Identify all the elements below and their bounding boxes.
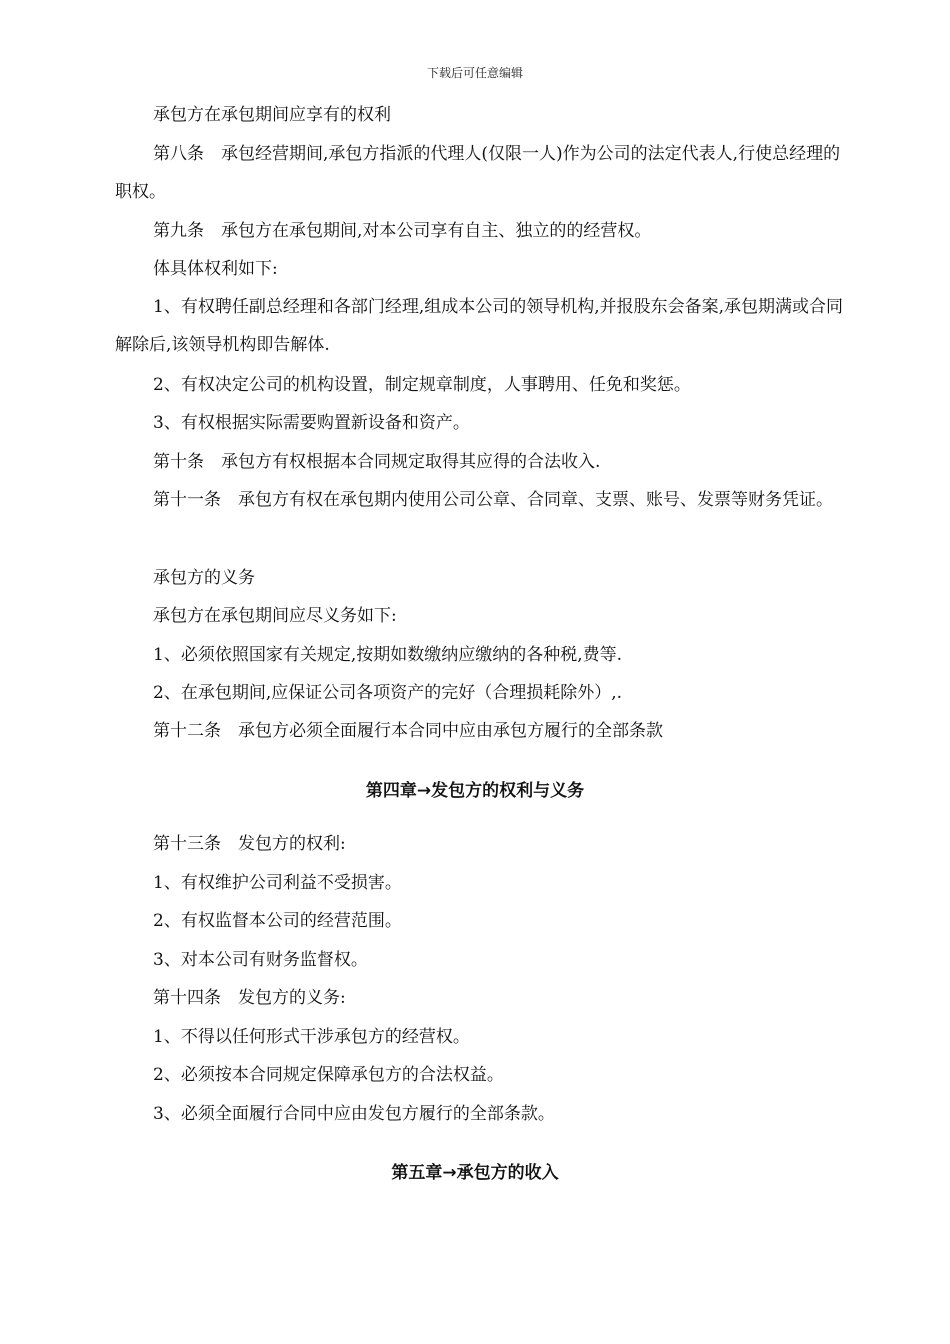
article-8: 第八条 承包经营期间,承包方指派的代理人(仅限一人)作为公司的法定代表人,行使总经理的职权。 bbox=[115, 144, 841, 202]
article-13: 第十三条 发包方的权利: bbox=[153, 834, 346, 854]
list-item: 3、有权根据实际需要购置新设备和资产。 bbox=[153, 413, 470, 433]
article-9: 第九条 承包方在承包期间,对本公司享有自主、独立的的经营权。 bbox=[153, 221, 652, 241]
list-item: 3、对本公司有财务监督权。 bbox=[153, 950, 368, 970]
list-item: 1、有权聘任副总经理和各部门经理,组成本公司的领导机构,并报股东会备案,承包期满或合同解除后,该领导机构即告解体. bbox=[115, 297, 844, 355]
list-item: 2、在承包期间,应保证公司各项资产的完好（合理损耗除外）,. bbox=[153, 683, 623, 703]
paragraph: 体具体权利如下: bbox=[153, 259, 278, 279]
list-item: 3、必须全面履行合同中应由发包方履行的全部条款。 bbox=[153, 1104, 555, 1124]
list-item: 1、必须依照国家有关规定,按期如数缴纳应缴纳的各种税,费等. bbox=[153, 645, 623, 665]
list-item: 2、必须按本合同规定保障承包方的合法权益。 bbox=[153, 1065, 504, 1085]
article-10: 第十条 承包方有权根据本合同规定取得其应得的合法收入. bbox=[153, 452, 601, 472]
chapter-5-heading: 第五章→承包方的收入 bbox=[391, 1163, 559, 1183]
header-note: 下载后可任意编辑 bbox=[426, 66, 523, 80]
paragraph: 承包方的义务 bbox=[153, 568, 255, 588]
article-11: 第十一条 承包方有权在承包期内使用公司公章、合同章、支票、账号、发票等财务凭证。 bbox=[153, 490, 833, 510]
list-item: 2、有权决定公司的机构设置，制定规章制度，人事聘用、任免和奖惩。 bbox=[153, 375, 691, 395]
paragraph: 承包方在承包期间应享有的权利 bbox=[153, 105, 391, 125]
chapter-4-heading: 第四章→发包方的权利与义务 bbox=[365, 781, 585, 801]
paragraph: 承包方在承包期间应尽义务如下: bbox=[153, 606, 397, 626]
list-item: 2、有权监督本公司的经营范围。 bbox=[153, 911, 402, 931]
list-item: 1、有权维护公司利益不受损害。 bbox=[153, 873, 402, 893]
article-12: 第十二条 承包方必须全面履行本合同中应由承包方履行的全部条款 bbox=[153, 721, 663, 741]
list-item: 1、不得以任何形式干涉承包方的经营权。 bbox=[153, 1027, 470, 1047]
article-14: 第十四条 发包方的义务: bbox=[153, 988, 346, 1008]
